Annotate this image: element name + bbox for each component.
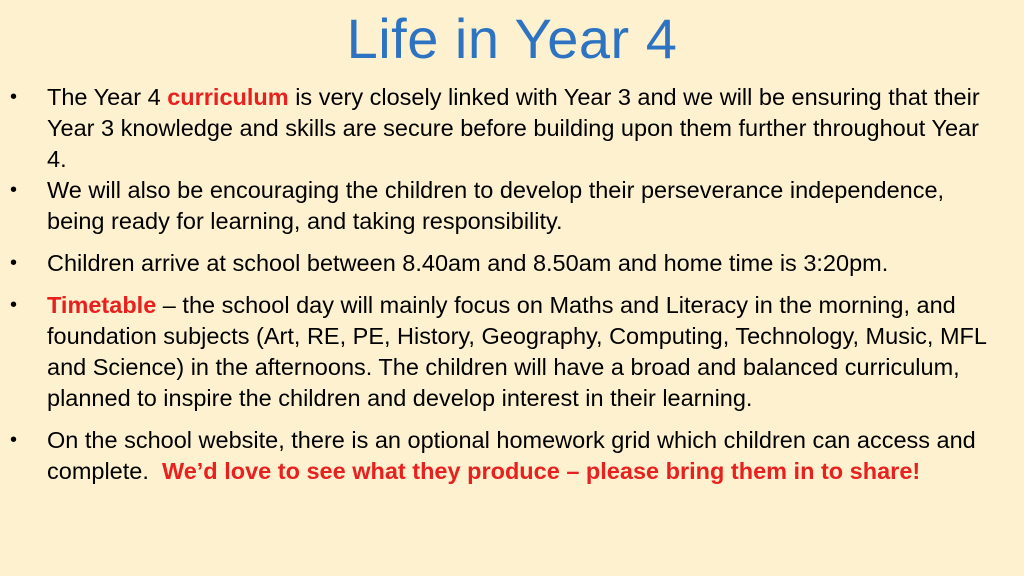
bullet-curriculum bbox=[8, 82, 998, 175]
highlight-timetable: Timetable bbox=[47, 292, 157, 318]
page-title: Life in Year 4 bbox=[346, 7, 678, 70]
bullet-text: On the school website, there is an optional homework grid which children can access and complete. bbox=[47, 427, 983, 484]
bullet-timetable bbox=[8, 290, 998, 414]
bullet-arrival-times bbox=[8, 248, 998, 279]
bullet-dot-icon: • bbox=[10, 86, 18, 108]
highlight-curriculum: curriculum bbox=[167, 84, 289, 110]
bullet-perseverance bbox=[8, 175, 998, 237]
bullet-text: – the school day will mainly focus on Maths and Literacy in the morning, and foundation subjects (Art, RE, PE, History, Geography, Computing, Technology, Music, MFL and Science) in the afternoons. The children will have a broad and balanced curriculum, planned to inspire the children and develop interest in their learning. bbox=[47, 292, 987, 411]
bullet-text: We will also be encouraging the children to develop their perseverance independence, being ready for learning, and taking responsibility. bbox=[47, 177, 945, 234]
bullet-text: is very closely linked with Year 3 and we will be ensuring that their Year 3 knowledge and skills are secure before building upon them further throughout Year 4. bbox=[47, 84, 980, 172]
bullet-text: Children arrive at school between 8.40am and 8.50am and home time is 3:20pm. bbox=[47, 250, 889, 276]
highlight-share-request: We’d love to see what they produce – please bring them in to share! bbox=[161, 458, 921, 484]
bullet-text: The Year 4 bbox=[47, 84, 168, 110]
bullet-list bbox=[8, 82, 998, 487]
bullet-dot-icon: • bbox=[10, 179, 18, 201]
bullet-dot-icon: • bbox=[10, 252, 18, 274]
bullet-dot-icon: • bbox=[10, 429, 18, 451]
bullet-dot-icon: • bbox=[10, 294, 18, 316]
bullet-homework bbox=[8, 425, 998, 487]
